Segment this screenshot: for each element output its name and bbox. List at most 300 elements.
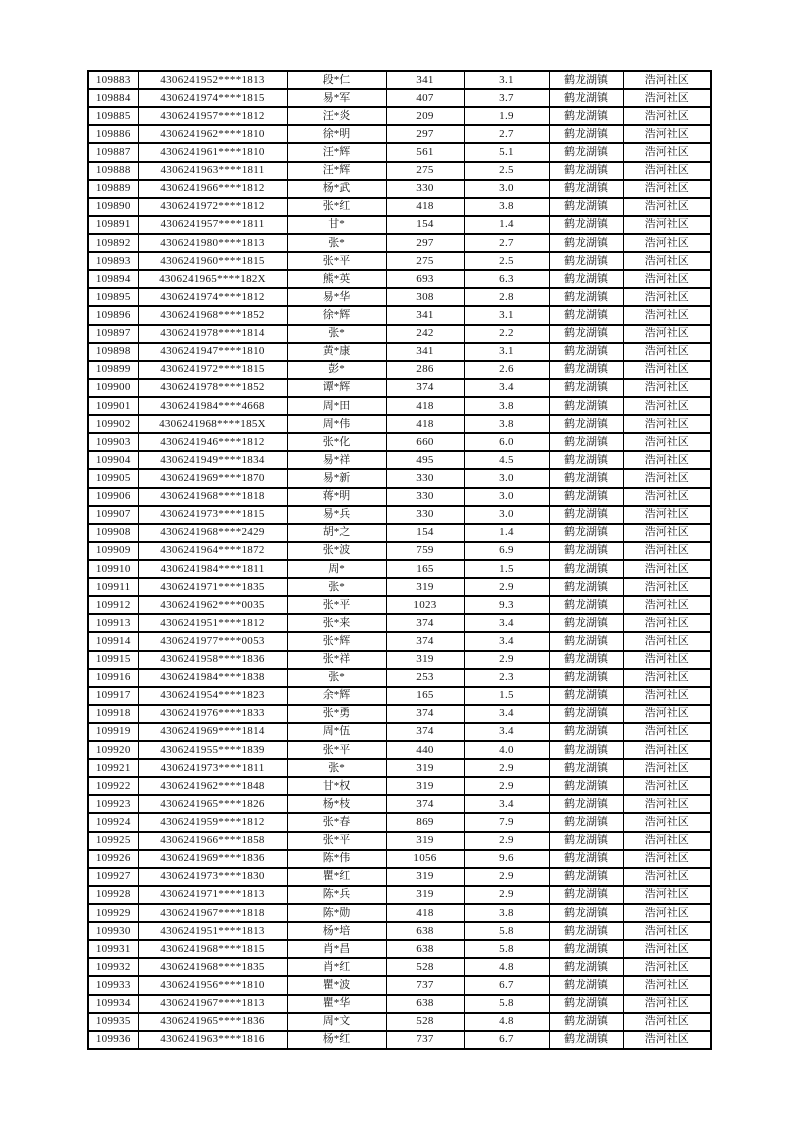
data-table	[87, 70, 712, 1050]
cell-community: 浩河社区	[623, 180, 711, 198]
cell-name: 张*	[287, 578, 386, 596]
cell-town: 鹤龙湖镇	[549, 596, 623, 614]
cell-name: 张*	[287, 234, 386, 252]
cell-rate: 6.7	[464, 976, 549, 994]
cell-name: 张*红	[287, 198, 386, 216]
cell-community: 浩河社区	[623, 198, 711, 216]
cell-community: 浩河社区	[623, 651, 711, 669]
cell-town: 鹤龙湖镇	[549, 343, 623, 361]
cell-seq: 109915	[88, 651, 138, 669]
cell-seq: 109887	[88, 143, 138, 161]
table-row	[88, 578, 711, 596]
cell-town: 鹤龙湖镇	[549, 71, 623, 89]
table-row	[88, 651, 711, 669]
cell-name: 易*兵	[287, 506, 386, 524]
cell-amount: 418	[386, 904, 464, 922]
cell-amount: 440	[386, 741, 464, 759]
cell-town: 鹤龙湖镇	[549, 89, 623, 107]
cell-seq: 109896	[88, 306, 138, 324]
cell-name: 易*军	[287, 89, 386, 107]
cell-seq: 109929	[88, 904, 138, 922]
cell-community: 浩河社区	[623, 488, 711, 506]
cell-amount: 330	[386, 469, 464, 487]
cell-town: 鹤龙湖镇	[549, 198, 623, 216]
cell-id-masked: 4306241969****1870	[138, 469, 287, 487]
cell-seq: 109905	[88, 469, 138, 487]
cell-town: 鹤龙湖镇	[549, 252, 623, 270]
cell-seq: 109904	[88, 451, 138, 469]
cell-amount: 341	[386, 306, 464, 324]
cell-rate: 1.5	[464, 687, 549, 705]
cell-seq: 109908	[88, 524, 138, 542]
table-row	[88, 940, 711, 958]
cell-community: 浩河社区	[623, 379, 711, 397]
cell-name: 彭*	[287, 361, 386, 379]
cell-amount: 154	[386, 216, 464, 234]
cell-town: 鹤龙湖镇	[549, 687, 623, 705]
cell-id-masked: 4306241955****1839	[138, 741, 287, 759]
cell-rate: 6.7	[464, 1031, 549, 1049]
cell-town: 鹤龙湖镇	[549, 270, 623, 288]
cell-amount: 528	[386, 1013, 464, 1031]
cell-community: 浩河社区	[623, 143, 711, 161]
cell-town: 鹤龙湖镇	[549, 288, 623, 306]
cell-community: 浩河社区	[623, 415, 711, 433]
cell-town: 鹤龙湖镇	[549, 832, 623, 850]
cell-community: 浩河社区	[623, 777, 711, 795]
cell-id-masked: 4306241951****1813	[138, 922, 287, 940]
cell-amount: 297	[386, 234, 464, 252]
cell-name: 陈*勋	[287, 904, 386, 922]
table-row	[88, 524, 711, 542]
table-row	[88, 325, 711, 343]
cell-community: 浩河社区	[623, 940, 711, 958]
table-row	[88, 777, 711, 795]
cell-seq: 109909	[88, 542, 138, 560]
cell-name: 周*	[287, 560, 386, 578]
cell-id-masked: 4306241974****1815	[138, 89, 287, 107]
cell-town: 鹤龙湖镇	[549, 795, 623, 813]
cell-name: 张*平	[287, 741, 386, 759]
cell-rate: 7.9	[464, 813, 549, 831]
cell-id-masked: 4306241971****1813	[138, 886, 287, 904]
cell-community: 浩河社区	[623, 813, 711, 831]
table-row	[88, 958, 711, 976]
cell-amount: 1023	[386, 596, 464, 614]
cell-town: 鹤龙湖镇	[549, 397, 623, 415]
cell-rate: 2.9	[464, 651, 549, 669]
table-row	[88, 288, 711, 306]
cell-rate: 6.3	[464, 270, 549, 288]
cell-name: 瞿*华	[287, 995, 386, 1013]
cell-town: 鹤龙湖镇	[549, 1031, 623, 1049]
cell-id-masked: 4306241962****0035	[138, 596, 287, 614]
cell-seq: 109919	[88, 723, 138, 741]
cell-seq: 109884	[88, 89, 138, 107]
cell-amount: 341	[386, 71, 464, 89]
cell-seq: 109931	[88, 940, 138, 958]
cell-seq: 109921	[88, 759, 138, 777]
cell-id-masked: 4306241978****1814	[138, 325, 287, 343]
table-row	[88, 741, 711, 759]
cell-community: 浩河社区	[623, 216, 711, 234]
cell-rate: 2.6	[464, 361, 549, 379]
cell-community: 浩河社区	[623, 542, 711, 560]
cell-id-masked: 4306241968****1818	[138, 488, 287, 506]
cell-amount: 374	[386, 795, 464, 813]
table-row	[88, 433, 711, 451]
cell-seq: 109925	[88, 832, 138, 850]
cell-amount: 242	[386, 325, 464, 343]
cell-id-masked: 4306241967****1813	[138, 995, 287, 1013]
cell-seq: 109890	[88, 198, 138, 216]
cell-amount: 561	[386, 143, 464, 161]
cell-name: 段*仁	[287, 71, 386, 89]
cell-id-masked: 4306241966****1858	[138, 832, 287, 850]
table-row	[88, 488, 711, 506]
cell-amount: 759	[386, 542, 464, 560]
cell-amount: 374	[386, 614, 464, 632]
cell-name: 瞿*波	[287, 976, 386, 994]
cell-rate: 3.4	[464, 614, 549, 632]
cell-id-masked: 4306241965****1836	[138, 1013, 287, 1031]
cell-seq: 109928	[88, 886, 138, 904]
cell-rate: 4.5	[464, 451, 549, 469]
table-row	[88, 180, 711, 198]
cell-seq: 109935	[88, 1013, 138, 1031]
cell-community: 浩河社区	[623, 107, 711, 125]
cell-name: 周*文	[287, 1013, 386, 1031]
cell-community: 浩河社区	[623, 904, 711, 922]
table-row	[88, 143, 711, 161]
table-row	[88, 868, 711, 886]
cell-name: 张*来	[287, 614, 386, 632]
cell-rate: 3.0	[464, 180, 549, 198]
cell-rate: 1.4	[464, 216, 549, 234]
table-row	[88, 162, 711, 180]
cell-town: 鹤龙湖镇	[549, 125, 623, 143]
cell-town: 鹤龙湖镇	[549, 632, 623, 650]
cell-rate: 2.7	[464, 125, 549, 143]
cell-rate: 3.7	[464, 89, 549, 107]
cell-id-masked: 4306241968****1835	[138, 958, 287, 976]
cell-name: 甘*	[287, 216, 386, 234]
cell-amount: 418	[386, 198, 464, 216]
cell-seq: 109892	[88, 234, 138, 252]
cell-town: 鹤龙湖镇	[549, 777, 623, 795]
table-row	[88, 542, 711, 560]
cell-amount: 319	[386, 759, 464, 777]
cell-name: 谭*辉	[287, 379, 386, 397]
cell-rate: 3.0	[464, 506, 549, 524]
cell-amount: 374	[386, 705, 464, 723]
cell-town: 鹤龙湖镇	[549, 614, 623, 632]
cell-community: 浩河社区	[623, 506, 711, 524]
cell-town: 鹤龙湖镇	[549, 759, 623, 777]
cell-rate: 3.0	[464, 488, 549, 506]
cell-id-masked: 4306241965****182X	[138, 270, 287, 288]
cell-id-masked: 4306241976****1833	[138, 705, 287, 723]
cell-community: 浩河社区	[623, 288, 711, 306]
cell-amount: 374	[386, 723, 464, 741]
cell-rate: 1.5	[464, 560, 549, 578]
cell-community: 浩河社区	[623, 1013, 711, 1031]
table-row	[88, 379, 711, 397]
cell-rate: 3.8	[464, 198, 549, 216]
cell-community: 浩河社区	[623, 162, 711, 180]
data-table-body	[88, 71, 711, 1049]
table-row	[88, 886, 711, 904]
cell-name: 肖*昌	[287, 940, 386, 958]
table-row	[88, 904, 711, 922]
cell-community: 浩河社区	[623, 1031, 711, 1049]
cell-town: 鹤龙湖镇	[549, 813, 623, 831]
cell-amount: 319	[386, 886, 464, 904]
cell-name: 张*	[287, 759, 386, 777]
cell-rate: 3.4	[464, 632, 549, 650]
table-row	[88, 306, 711, 324]
cell-id-masked: 4306241969****1814	[138, 723, 287, 741]
table-row	[88, 89, 711, 107]
cell-community: 浩河社区	[623, 922, 711, 940]
cell-rate: 3.4	[464, 705, 549, 723]
table-row	[88, 669, 711, 687]
cell-name: 陈*伟	[287, 850, 386, 868]
cell-rate: 3.4	[464, 795, 549, 813]
cell-town: 鹤龙湖镇	[549, 705, 623, 723]
cell-id-masked: 4306241968****1815	[138, 940, 287, 958]
cell-id-masked: 4306241980****1813	[138, 234, 287, 252]
cell-community: 浩河社区	[623, 669, 711, 687]
table-row	[88, 1031, 711, 1049]
cell-id-masked: 4306241946****1812	[138, 433, 287, 451]
cell-id-masked: 4306241968****185X	[138, 415, 287, 433]
table-row	[88, 506, 711, 524]
table-row	[88, 451, 711, 469]
cell-community: 浩河社区	[623, 687, 711, 705]
cell-rate: 2.5	[464, 162, 549, 180]
cell-seq: 109894	[88, 270, 138, 288]
cell-id-masked: 4306241968****1852	[138, 306, 287, 324]
cell-name: 张*勇	[287, 705, 386, 723]
cell-name: 张*平	[287, 832, 386, 850]
cell-name: 甘*权	[287, 777, 386, 795]
cell-community: 浩河社区	[623, 397, 711, 415]
cell-name: 徐*辉	[287, 306, 386, 324]
cell-name: 张*辉	[287, 632, 386, 650]
cell-amount: 165	[386, 560, 464, 578]
cell-name: 张*波	[287, 542, 386, 560]
cell-amount: 209	[386, 107, 464, 125]
cell-town: 鹤龙湖镇	[549, 578, 623, 596]
cell-id-masked: 4306241969****1836	[138, 850, 287, 868]
cell-community: 浩河社区	[623, 832, 711, 850]
cell-name: 杨*枝	[287, 795, 386, 813]
cell-rate: 4.8	[464, 1013, 549, 1031]
cell-community: 浩河社区	[623, 886, 711, 904]
cell-name: 汪*辉	[287, 162, 386, 180]
cell-seq: 109926	[88, 850, 138, 868]
cell-amount: 286	[386, 361, 464, 379]
cell-name: 周*田	[287, 397, 386, 415]
cell-town: 鹤龙湖镇	[549, 940, 623, 958]
cell-community: 浩河社区	[623, 524, 711, 542]
cell-seq: 109936	[88, 1031, 138, 1049]
cell-community: 浩河社区	[623, 451, 711, 469]
cell-id-masked: 4306241962****1810	[138, 125, 287, 143]
table-row	[88, 813, 711, 831]
cell-id-masked: 4306241973****1815	[138, 506, 287, 524]
cell-rate: 6.9	[464, 542, 549, 560]
cell-community: 浩河社区	[623, 759, 711, 777]
cell-seq: 109883	[88, 71, 138, 89]
cell-rate: 3.1	[464, 71, 549, 89]
cell-id-masked: 4306241971****1835	[138, 578, 287, 596]
table-row	[88, 723, 711, 741]
cell-town: 鹤龙湖镇	[549, 1013, 623, 1031]
cell-seq: 109912	[88, 596, 138, 614]
table-row	[88, 234, 711, 252]
cell-community: 浩河社区	[623, 125, 711, 143]
cell-amount: 330	[386, 506, 464, 524]
table-row	[88, 832, 711, 850]
cell-id-masked: 4306241964****1872	[138, 542, 287, 560]
table-row	[88, 632, 711, 650]
cell-town: 鹤龙湖镇	[549, 469, 623, 487]
cell-town: 鹤龙湖镇	[549, 107, 623, 125]
cell-name: 徐*明	[287, 125, 386, 143]
table-row	[88, 397, 711, 415]
cell-town: 鹤龙湖镇	[549, 143, 623, 161]
cell-seq: 109923	[88, 795, 138, 813]
cell-seq: 109927	[88, 868, 138, 886]
cell-rate: 2.9	[464, 759, 549, 777]
cell-amount: 418	[386, 397, 464, 415]
cell-name: 余*辉	[287, 687, 386, 705]
cell-rate: 3.4	[464, 379, 549, 397]
cell-seq: 109932	[88, 958, 138, 976]
cell-town: 鹤龙湖镇	[549, 976, 623, 994]
table-row	[88, 415, 711, 433]
cell-rate: 2.2	[464, 325, 549, 343]
cell-seq: 109922	[88, 777, 138, 795]
cell-seq: 109903	[88, 433, 138, 451]
cell-seq: 109917	[88, 687, 138, 705]
cell-town: 鹤龙湖镇	[549, 723, 623, 741]
cell-town: 鹤龙湖镇	[549, 433, 623, 451]
cell-rate: 5.8	[464, 922, 549, 940]
cell-town: 鹤龙湖镇	[549, 451, 623, 469]
cell-community: 浩河社区	[623, 252, 711, 270]
cell-seq: 109893	[88, 252, 138, 270]
table-row	[88, 252, 711, 270]
cell-amount: 638	[386, 940, 464, 958]
cell-amount: 638	[386, 995, 464, 1013]
cell-name: 张*	[287, 669, 386, 687]
cell-id-masked: 4306241960****1815	[138, 252, 287, 270]
cell-seq: 109897	[88, 325, 138, 343]
cell-name: 张*平	[287, 252, 386, 270]
cell-seq: 109885	[88, 107, 138, 125]
cell-id-masked: 4306241984****1838	[138, 669, 287, 687]
table-row	[88, 125, 711, 143]
cell-seq: 109900	[88, 379, 138, 397]
cell-rate: 2.7	[464, 234, 549, 252]
cell-name: 黄*康	[287, 343, 386, 361]
cell-amount: 407	[386, 89, 464, 107]
cell-name: 熊*英	[287, 270, 386, 288]
cell-seq: 109886	[88, 125, 138, 143]
cell-amount: 319	[386, 868, 464, 886]
cell-community: 浩河社区	[623, 958, 711, 976]
cell-town: 鹤龙湖镇	[549, 542, 623, 560]
cell-seq: 109916	[88, 669, 138, 687]
cell-amount: 154	[386, 524, 464, 542]
cell-id-masked: 4306241959****1812	[138, 813, 287, 831]
cell-amount: 319	[386, 832, 464, 850]
cell-id-masked: 4306241968****2429	[138, 524, 287, 542]
cell-rate: 3.1	[464, 343, 549, 361]
cell-name: 易*新	[287, 469, 386, 487]
cell-rate: 3.8	[464, 904, 549, 922]
cell-seq: 109898	[88, 343, 138, 361]
cell-amount: 275	[386, 252, 464, 270]
cell-seq: 109924	[88, 813, 138, 831]
cell-name: 陈*兵	[287, 886, 386, 904]
cell-community: 浩河社区	[623, 306, 711, 324]
cell-town: 鹤龙湖镇	[549, 162, 623, 180]
cell-id-masked: 4306241947****1810	[138, 343, 287, 361]
cell-community: 浩河社区	[623, 868, 711, 886]
cell-amount: 308	[386, 288, 464, 306]
cell-rate: 5.8	[464, 995, 549, 1013]
cell-id-masked: 4306241977****0053	[138, 632, 287, 650]
cell-amount: 374	[386, 379, 464, 397]
cell-amount: 869	[386, 813, 464, 831]
cell-town: 鹤龙湖镇	[549, 325, 623, 343]
table-row	[88, 596, 711, 614]
cell-town: 鹤龙湖镇	[549, 415, 623, 433]
cell-id-masked: 4306241963****1811	[138, 162, 287, 180]
cell-rate: 1.4	[464, 524, 549, 542]
cell-community: 浩河社区	[623, 71, 711, 89]
cell-seq: 109899	[88, 361, 138, 379]
cell-amount: 495	[386, 451, 464, 469]
cell-town: 鹤龙湖镇	[549, 180, 623, 198]
cell-rate: 3.4	[464, 723, 549, 741]
cell-id-masked: 4306241978****1852	[138, 379, 287, 397]
cell-id-masked: 4306241966****1812	[138, 180, 287, 198]
cell-town: 鹤龙湖镇	[549, 560, 623, 578]
cell-amount: 341	[386, 343, 464, 361]
cell-town: 鹤龙湖镇	[549, 904, 623, 922]
table-row	[88, 1013, 711, 1031]
cell-seq: 109901	[88, 397, 138, 415]
table-row	[88, 343, 711, 361]
cell-rate: 1.9	[464, 107, 549, 125]
cell-seq: 109888	[88, 162, 138, 180]
cell-amount: 319	[386, 578, 464, 596]
cell-name: 易*祥	[287, 451, 386, 469]
table-row	[88, 198, 711, 216]
cell-rate: 3.0	[464, 469, 549, 487]
cell-seq: 109895	[88, 288, 138, 306]
cell-seq: 109914	[88, 632, 138, 650]
cell-name: 胡*之	[287, 524, 386, 542]
cell-seq: 109902	[88, 415, 138, 433]
table-row	[88, 469, 711, 487]
cell-community: 浩河社区	[623, 469, 711, 487]
